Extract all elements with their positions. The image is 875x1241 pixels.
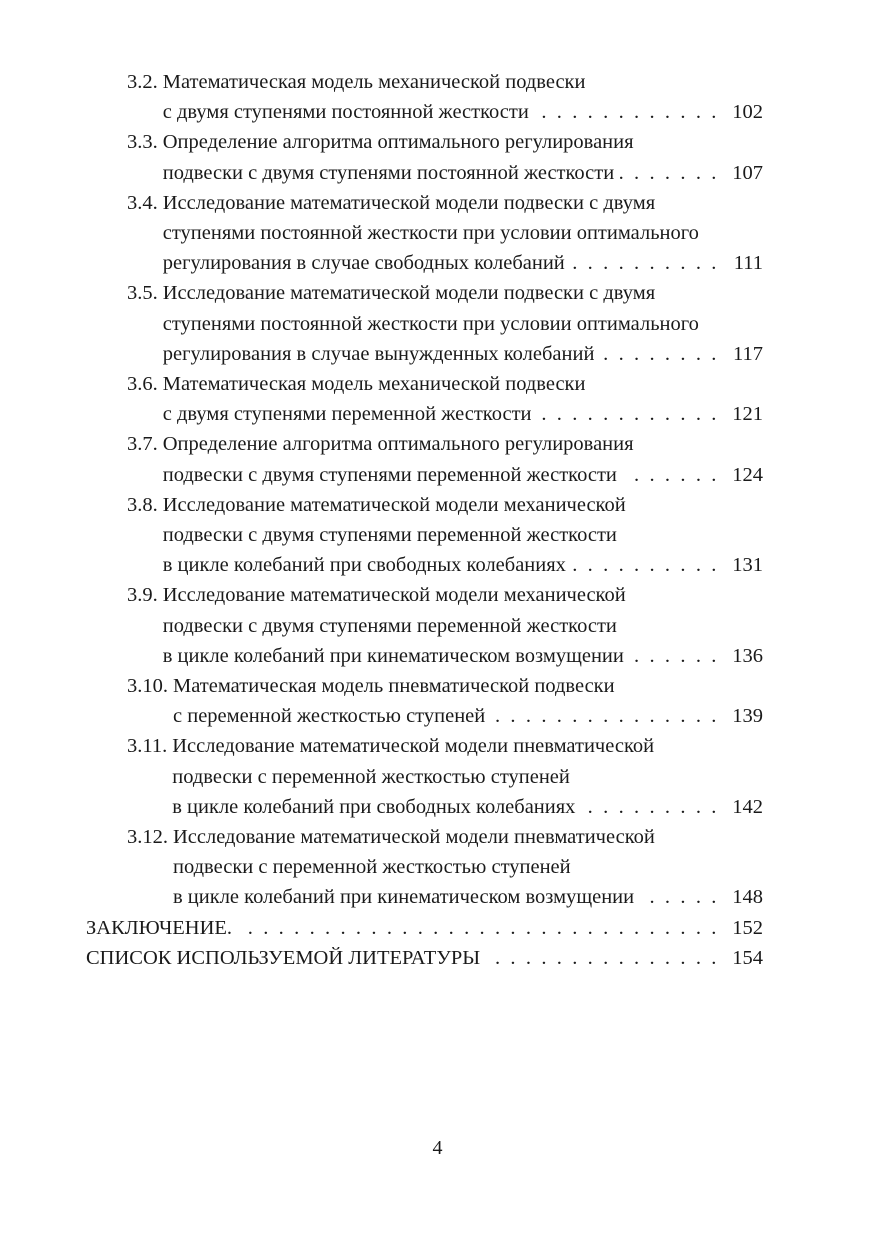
entry-title: в цикле колебаний при кинематическом возмущении [173, 886, 635, 909]
entry-title: СПИСОК ИСПОЛЬЗУЕМОЙ ЛИТЕРАТУРЫ [86, 946, 481, 969]
section-number: 3.7. [127, 433, 158, 456]
toc-entry-line [0, 218, 763, 248]
toc-entry-line [0, 490, 763, 520]
entry-title: регулирования в случае свободных колебаний [162, 252, 565, 275]
entry-title: Определение алгоритма оптимального регулирования [162, 131, 634, 154]
dot-leader [238, 913, 719, 943]
page-ref: 142 [732, 795, 763, 818]
page-ref: 124 [732, 463, 763, 486]
toc-entry-line [0, 309, 763, 339]
entry-title: в цикле колебаний при свободных колебаниях [162, 554, 566, 577]
entry-title: Исследование математической модели пневматической [172, 735, 655, 758]
page-number: 4 [432, 1137, 443, 1159]
section-number: 3.4. [127, 191, 158, 214]
toc-entry-line [0, 248, 763, 278]
entry-title: ЗАКЛЮЧЕНИЕ. [86, 916, 233, 939]
toc-entry-line [0, 611, 763, 641]
toc-entry-line [0, 731, 763, 761]
dot-leader [538, 399, 719, 429]
section-number: 3.10. [127, 675, 168, 697]
section-number: 3.3. [127, 131, 158, 154]
toc-entry-line [0, 580, 763, 610]
dot-leader [640, 882, 719, 912]
dot-leader [571, 248, 719, 278]
entry-title: с двумя ступенями переменной жесткости [162, 403, 532, 426]
dot-leader [620, 158, 719, 188]
dot-leader [572, 550, 719, 580]
section-number: 3.9. [127, 584, 158, 607]
page-ref: 148 [732, 886, 763, 909]
entry-title: подвески с двумя ступенями переменной жесткости [162, 614, 617, 637]
entry-title: Математическая модель пневматической подвески [173, 675, 615, 697]
toc-entry-line [0, 429, 763, 459]
section-number: 3.11. [127, 735, 168, 758]
toc-entry-line [0, 701, 763, 731]
toc-entry-line [0, 671, 763, 701]
toc-entry-line [0, 127, 763, 157]
toc-entry-line [0, 399, 763, 429]
toc-entry-line [0, 762, 763, 792]
dot-leader [600, 339, 719, 369]
section-number: 3.5. [127, 282, 158, 305]
page-ref: 121 [732, 403, 763, 426]
toc-entry-line [0, 188, 763, 218]
page-ref: 102 [732, 101, 763, 124]
entry-title: Математическая модель механической подвески [162, 373, 586, 395]
entry-title: Математическая модель механической подвески [162, 71, 586, 93]
toc-entry-line [0, 550, 763, 580]
entry-title: Определение алгоритма оптимального регулирования [162, 433, 634, 456]
entry-title: в цикле колебаний при свободных колебаниях [172, 795, 576, 818]
dot-leader [630, 641, 719, 671]
entry-title: подвески с двумя ступенями переменной жесткости [162, 463, 617, 486]
toc-entry-line [0, 792, 763, 822]
toc-entry-line [0, 460, 763, 490]
page-ref: 152 [732, 916, 763, 939]
section-number: 3.2. [127, 71, 158, 93]
dot-leader [491, 701, 719, 731]
toc-entry-line [0, 369, 763, 399]
section-number: 3.12. [127, 826, 168, 848]
entry-title: Исследование математической модели механической [162, 584, 626, 607]
entry-title: ступенями постоянной жесткости при условии оптимального [162, 312, 699, 335]
toc-entry-line [0, 278, 763, 308]
dot-leader [581, 792, 719, 822]
toc-entry-line [0, 852, 763, 882]
entry-title: подвески с переменной жесткостью ступеней [172, 765, 570, 788]
dot-leader [623, 460, 719, 490]
toc-top-entry-line [0, 943, 763, 973]
entry-title: с переменной жесткостью ступеней [173, 705, 486, 728]
toc-entry-line [0, 882, 763, 912]
toc-entry-line [0, 822, 763, 852]
entry-title: с двумя ступенями постоянной жесткости [162, 101, 529, 124]
entry-title: Исследование математической модели механической [162, 493, 626, 516]
entry-title: Исследование математической модели подвески с двумя [162, 191, 656, 214]
toc-top-entry-line [0, 913, 763, 943]
toc-entry-line [0, 97, 763, 127]
page-ref: 117 [733, 342, 763, 365]
section-number: 3.8. [127, 493, 158, 516]
page-ref: 107 [732, 161, 763, 184]
entry-title: в цикле колебаний при кинематическом возмущении [162, 644, 624, 667]
entry-title: ступенями постоянной жесткости при условии оптимального [162, 222, 699, 244]
page-ref: 154 [732, 946, 763, 969]
section-number: 3.6. [127, 373, 158, 395]
entry-title: Исследование математической модели пневматической [173, 826, 655, 848]
entry-title: подвески с двумя ступенями переменной жесткости [162, 524, 617, 546]
page-ref: 131 [732, 554, 763, 577]
toc-entry-line [0, 520, 763, 550]
entry-title: подвески с двумя ступенями постоянной жесткости [162, 161, 615, 184]
toc-entry-line [0, 67, 763, 97]
page-ref: 111 [733, 252, 763, 275]
page-ref: 139 [732, 705, 763, 728]
entry-title: Исследование математической модели подвески с двумя [162, 282, 656, 305]
page-ref: 136 [732, 644, 763, 667]
toc-entry-line [0, 641, 763, 671]
entry-title: подвески с переменной жесткостью ступеней [173, 856, 571, 879]
toc-entry-line [0, 158, 763, 188]
dot-leader [535, 97, 719, 127]
entry-title: регулирования в случае вынужденных колебаний [162, 342, 595, 365]
dot-leader [486, 943, 719, 973]
toc-entry-line [0, 339, 763, 369]
